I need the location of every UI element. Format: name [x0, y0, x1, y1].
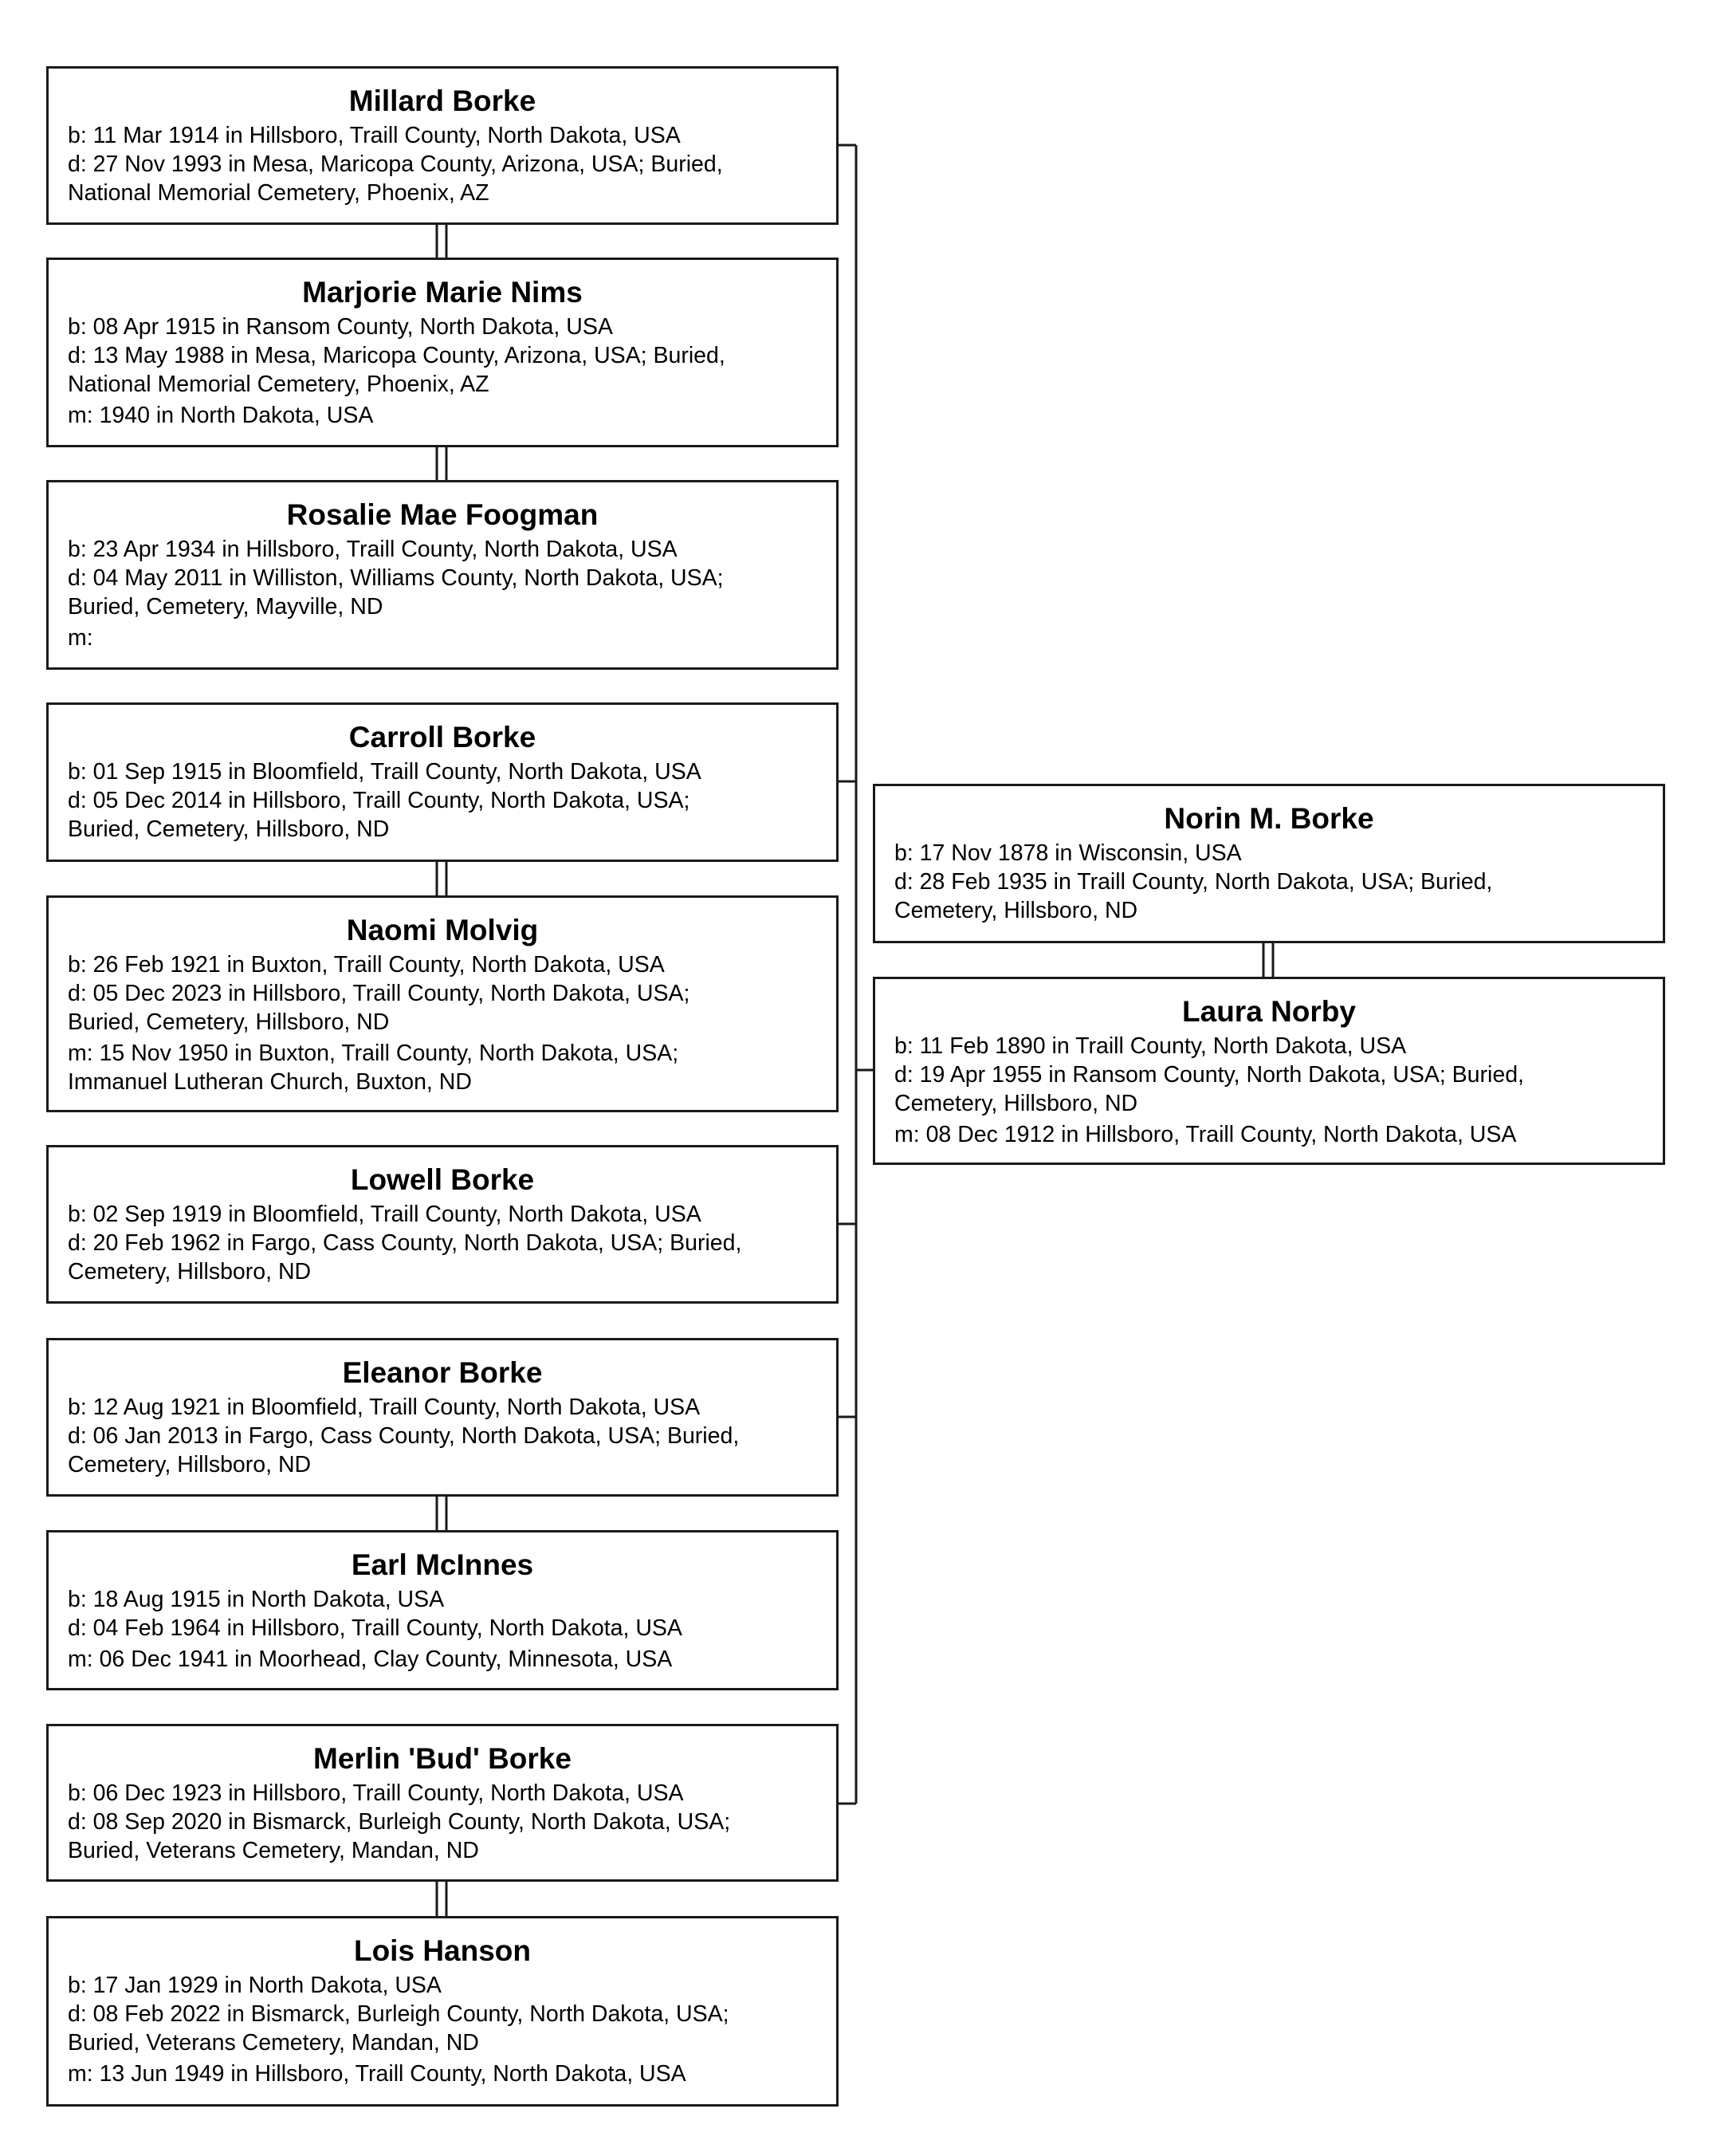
death-info-cont: Buried, Veterans Cemetery, Mandan, ND [68, 2030, 479, 2056]
death-info: d: 19 Apr 1955 in Ransom County, North Dakota, USA; Buried, [894, 1062, 1524, 1088]
death-info: d: 04 May 2011 in Williston, Williams County, North Dakota, USA; [68, 565, 724, 591]
person-name: Merlin 'Bud' Borke [313, 1742, 572, 1775]
death-info: d: 20 Feb 1962 in Fargo, Cass County, North Dakota, USA; Buried, [68, 1230, 742, 1256]
death-info-cont: Buried, Cemetery, Hillsboro, ND [68, 816, 390, 842]
death-info-cont: Buried, Cemetery, Hillsboro, ND [68, 1009, 390, 1035]
death-info: d: 05 Dec 2014 in Hillsboro, Traill County, North Dakota, USA; [68, 788, 690, 813]
person-card-marjorie-marie-nims[interactable] [46, 258, 839, 447]
marriage-info: m: 15 Nov 1950 in Buxton, Traill County, North Dakota, USA; [68, 1041, 679, 1066]
person-card-earl-mcinnes[interactable] [46, 1530, 839, 1690]
person-name: Norin M. Borke [1164, 802, 1374, 835]
birth-info: b: 18 Aug 1915 in North Dakota, USA [68, 1587, 445, 1612]
person-card-norin-m-borke[interactable] [873, 784, 1665, 943]
person-name: Marjorie Marie Nims [302, 276, 583, 309]
person-card-lowell-borke[interactable] [46, 1145, 839, 1304]
birth-info: b: 17 Jan 1929 in North Dakota, USA [68, 1973, 442, 1998]
person-name: Lois Hanson [353, 1934, 532, 1967]
person-name: Naomi Molvig [346, 914, 539, 946]
person-card-lois-hanson[interactable] [46, 1916, 839, 2107]
death-info: d: 08 Sep 2020 in Bismarck, Burleigh County, North Dakota, USA; [68, 1809, 731, 1835]
person-name: Lowell Borke [350, 1163, 535, 1196]
person-name: Carroll Borke [348, 721, 536, 753]
person-card-carroll-borke[interactable] [46, 702, 839, 862]
marriage-info: m: 13 Jun 1949 in Hillsboro, Traill County, North Dakota, USA [68, 2061, 686, 2087]
birth-info: b: 02 Sep 1919 in Bloomfield, Traill County, North Dakota, USA [68, 1202, 701, 1227]
birth-info: b: 11 Feb 1890 in Traill County, North Dakota, USA [894, 1033, 1407, 1059]
death-info-cont: Cemetery, Hillsboro, ND [68, 1452, 312, 1477]
person-name: Millard Borke [348, 85, 536, 117]
marriage-info: m: 06 Dec 1941 in Moorhead, Clay County, Minnesota, USA [68, 1647, 673, 1672]
person-card-millard-borke[interactable] [46, 66, 839, 225]
birth-info: b: 23 Apr 1934 in Hillsboro, Traill County, North Dakota, USA [68, 537, 678, 562]
person-card-eleanor-borke[interactable] [46, 1338, 839, 1497]
birth-info: b: 11 Mar 1914 in Hillsboro, Traill County, North Dakota, USA [68, 123, 681, 148]
birth-info: b: 08 Apr 1915 in Ransom County, North Dakota, USA [68, 314, 613, 340]
person-card-naomi-molvig[interactable] [46, 895, 839, 1112]
death-info-cont: Cemetery, Hillsboro, ND [68, 1259, 312, 1285]
birth-info: b: 17 Nov 1878 in Wisconsin, USA [894, 840, 1242, 866]
marriage-info: m: 1940 in North Dakota, USA [68, 403, 374, 428]
death-info-cont: Buried, Cemetery, Mayville, ND [68, 594, 383, 620]
person-name: Laura Norby [1182, 995, 1356, 1028]
birth-info: b: 12 Aug 1921 in Bloomfield, Traill County, North Dakota, USA [68, 1395, 701, 1420]
birth-info: b: 26 Feb 1921 in Buxton, Traill County, North Dakota, USA [68, 952, 665, 978]
death-info-cont: National Memorial Cemetery, Phoenix, AZ [68, 372, 489, 397]
death-info: d: 04 Feb 1964 in Hillsboro, Traill County, North Dakota, USA [68, 1615, 682, 1641]
marriage-info: m: 08 Dec 1912 in Hillsboro, Traill County, North Dakota, USA [894, 1122, 1517, 1147]
death-info: d: 13 May 1988 in Mesa, Maricopa County, Arizona, USA; Buried, [68, 343, 725, 368]
person-name: Rosalie Mae Foogman [286, 498, 599, 531]
death-info: d: 05 Dec 2023 in Hillsboro, Traill County, North Dakota, USA; [68, 981, 690, 1006]
death-info: d: 06 Jan 2013 in Fargo, Cass County, North Dakota, USA; Buried, [68, 1423, 740, 1449]
death-info: d: 28 Feb 1935 in Traill County, North Dakota, USA; Buried, [894, 869, 1493, 895]
person-name: Earl McInnes [351, 1548, 534, 1581]
person-card-merlin-bud-borke[interactable] [46, 1724, 839, 1882]
birth-info: b: 01 Sep 1915 in Bloomfield, Traill County, North Dakota, USA [68, 759, 701, 785]
death-info-cont: Buried, Veterans Cemetery, Mandan, ND [68, 1838, 479, 1863]
death-info: d: 27 Nov 1993 in Mesa, Maricopa County, Arizona, USA; Buried, [68, 151, 723, 177]
person-card-rosalie-mae-foogman[interactable] [46, 480, 839, 670]
death-info-cont: Cemetery, Hillsboro, ND [894, 1091, 1138, 1116]
birth-info: b: 06 Dec 1923 in Hillsboro, Traill County, North Dakota, USA [68, 1780, 684, 1806]
marriage-info-cont: Immanuel Lutheran Church, Buxton, ND [68, 1069, 472, 1095]
death-info-cont: Cemetery, Hillsboro, ND [894, 898, 1138, 923]
person-card-laura-norby[interactable] [873, 977, 1665, 1165]
death-info-cont: National Memorial Cemetery, Phoenix, AZ [68, 180, 489, 206]
person-name: Eleanor Borke [342, 1356, 543, 1389]
marriage-info: m: [68, 625, 93, 651]
death-info: d: 08 Feb 2022 in Bismarck, Burleigh County, North Dakota, USA; [68, 2001, 729, 2027]
